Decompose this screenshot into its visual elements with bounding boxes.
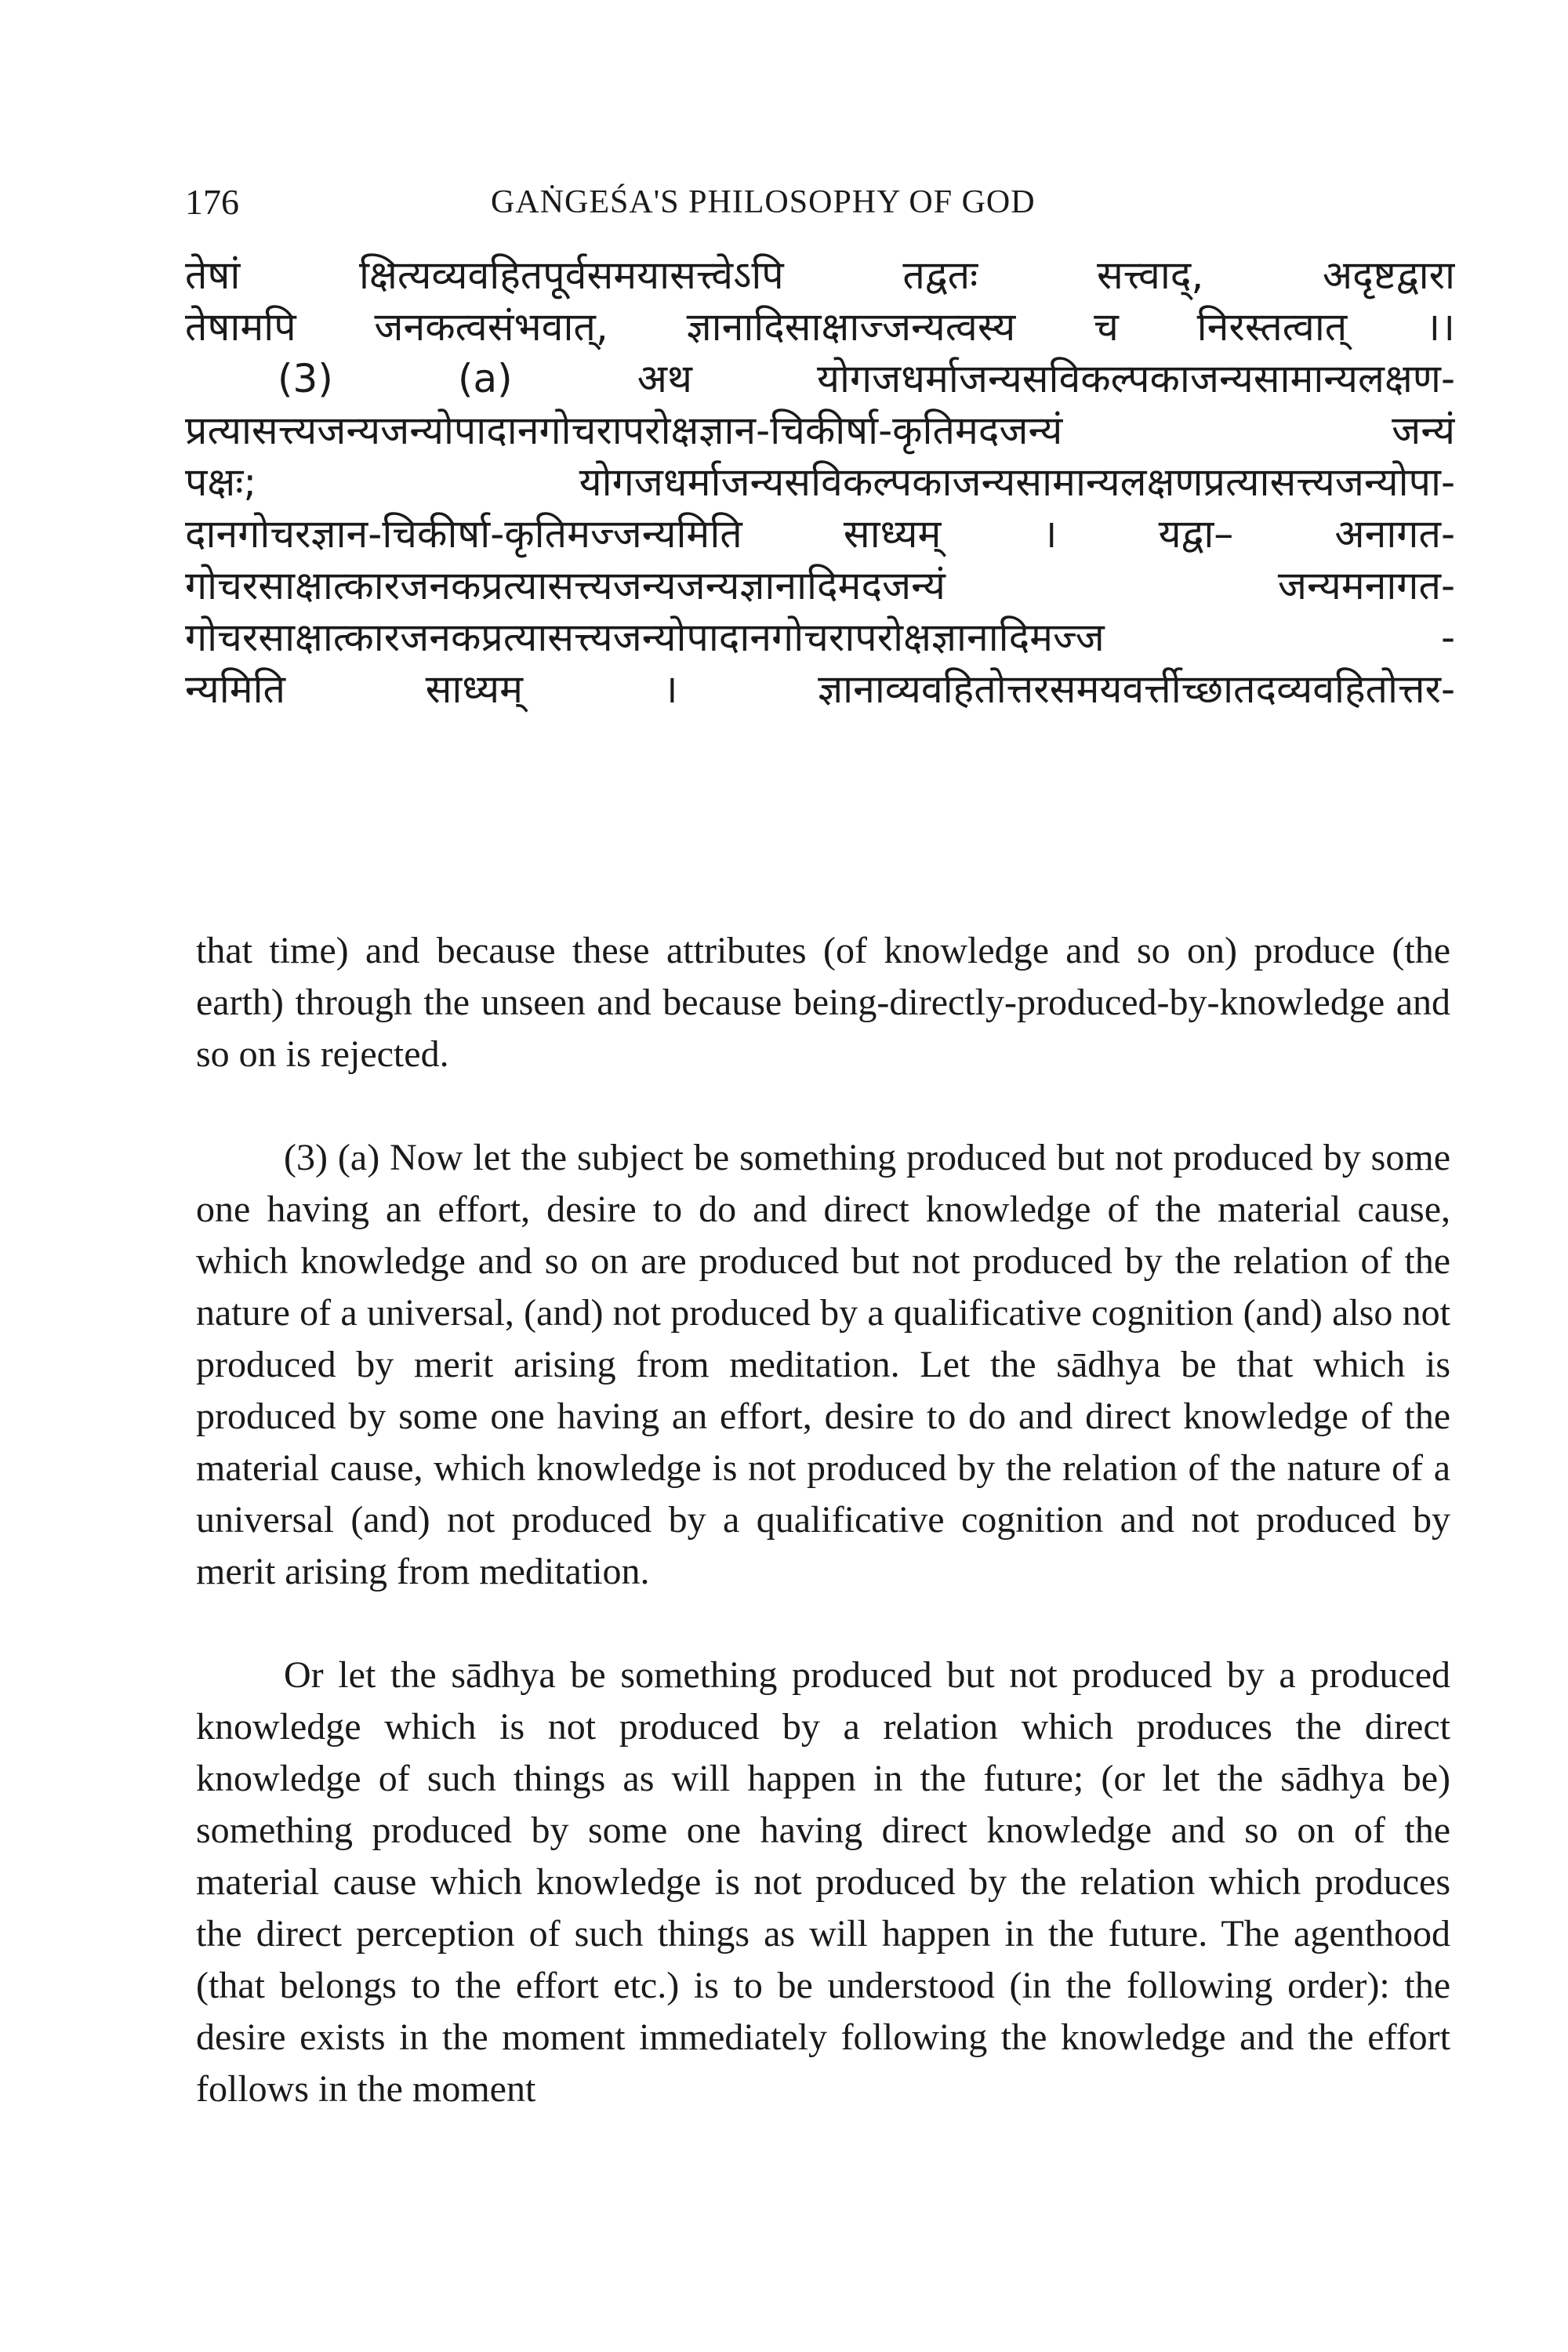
sanskrit-line: प्रत्यासत्त्यजन्यजन्योपादानगोचरापरोक्षज्ञान-चिकीर्षा-कृतिमदजन्यं जन्यं xyxy=(185,408,1455,453)
sanskrit-line: गोचरसाक्षात्कारजनकप्रत्यासत्त्यजन्योपादानगोचरापरोक्षज्ञानादिमज्ज - xyxy=(185,615,1455,660)
sanskrit-line: तेषामपि जनकत्वसंभवात्, ज्ञानादिसाक्षाज्जन्यत्वस्य च निरस्तत्वात् ।। xyxy=(185,304,1455,350)
sanskrit-line: गोचरसाक्षात्कारजनकप्रत्यासत्त्यजन्यजन्यज्ञानादिमदजन्यं जन्यमनागत- xyxy=(185,563,1455,608)
sanskrit-line: दानगोचरज्ञान-चिकीर्षा-कृतिमज्जन्यमिति साध्यम् । यद्वा– अनागत- xyxy=(185,511,1455,557)
english-translation xyxy=(196,925,1450,2115)
sanskrit-line: (3) (a) अथ योगजधर्माजन्यसविकल्पकाजन्यसामान्यलक्षण- xyxy=(278,356,1455,401)
page-number: 176 xyxy=(185,182,239,222)
paragraph-continuation: that time) and because these attributes (of knowledge and so on) produce (the earth) through the unseen and because being-directly-produced-by-knowledge and so on is rejected. xyxy=(196,930,1450,1075)
sanskrit-line: पक्षः; योगजधर्माजन्यसविकल्पकाजन्यसामान्यलक्षणप्रत्यासत्त्यजन्योपा- xyxy=(185,459,1455,505)
running-head: GAṄGEŚA'S PHILOSOPHY OF GOD xyxy=(491,184,1036,220)
sanskrit-text-block xyxy=(185,249,1455,715)
page-header xyxy=(185,179,1439,226)
paragraph-3a: (3) (a) Now let the subject be something produced but not produced by some one having an effort, desire to do and direct knowledge of the material cause, which knowledge and so on are produced but not produced by the relation of the nature of a universal, (and) not produced by a qualificative cognition (and) also not produced by merit arising from meditation. Let the sādhya be that which is produced by some one having an effort, desire to do and direct knowledge of the material cause, which knowledge is not produced by the relation of the nature of a universal (and) not produced by a qualificative cognition and not produced by merit arising from meditation. xyxy=(196,1137,1450,1592)
sanskrit-line: न्यमिति साध्यम् । ज्ञानाव्यवहितोत्तरसमयवर्त्तीच्छातदव्यवहितोत्तर- xyxy=(185,666,1455,712)
paragraph-or: Or let the sādhya be something produced but not produced by a produced knowledge which is not produced by a relation which produces the direct knowledge of such things as will happen in the future; (or let the sādhya be) something produced by some one having direct knowledge and so on of the material cause which knowledge is not produced by the relation which produces the direct perception of such things as will happen in the future. The agenthood (that belongs to the effort etc.) is to be understood (in the following order): the desire exists in the moment immediately following the knowledge and the effort follows in the moment xyxy=(196,1654,1450,2110)
sanskrit-line: तेषां क्षित्यव्यवहितपूर्वसमयासत्त्वेऽपि तद्वतः सत्त्वाद्, अदृष्टद्वारा xyxy=(185,252,1455,298)
